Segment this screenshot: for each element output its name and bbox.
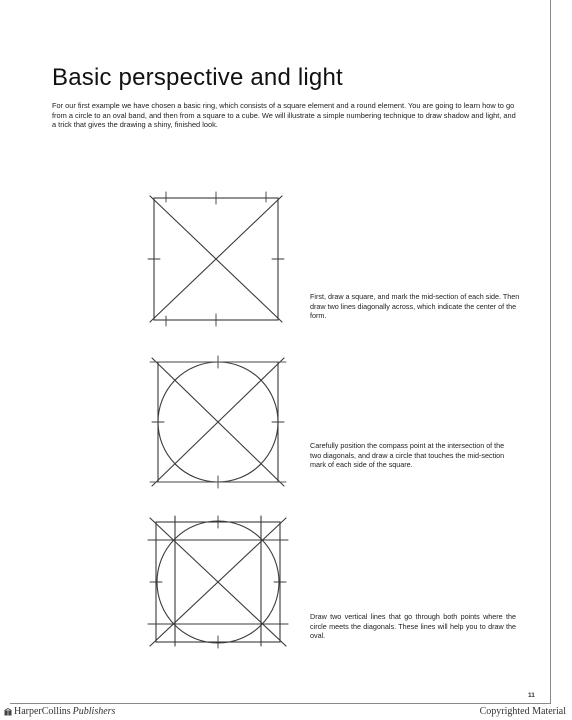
figure-square-circle-with-guide-lines — [146, 514, 290, 648]
copyright-notice: Copyrighted Material — [479, 706, 566, 717]
intro-paragraph: For our first example we have chosen a basic ring, which consists of a square element and a round element. You are going to learn how to go from a circle to an oval band, and then from a square to a cube. We will illustrate a simple numbering technique to draw shadow and light, and a trick that gives the drawing a shiny, finished look. — [52, 101, 516, 130]
publisher-name: HarperCollins — [14, 706, 71, 717]
harpercollins-logo-icon — [4, 708, 12, 716]
figure-square-with-inscribed-circle — [148, 354, 288, 490]
page-number: 11 — [528, 692, 535, 699]
publisher-name-suffix: Publishers — [72, 706, 116, 717]
step-3-caption: Draw two vertical lines that go through both points where the circle meets the diagonals. These lines will help you to draw the oval. — [310, 612, 516, 641]
figure-square-with-diagonals — [144, 188, 292, 328]
publisher-credit — [4, 706, 115, 717]
page-title: Basic perspective and light — [52, 64, 343, 91]
step-1-caption: First, draw a square, and mark the mid-section of each side. Then draw two lines diagonally across, which indicate the center of the form. — [310, 292, 520, 321]
step-2-caption: Carefully position the compass point at the intersection of the two diagonals, and draw a circle that touches the mid-section mark of each side of the square. — [310, 441, 505, 470]
